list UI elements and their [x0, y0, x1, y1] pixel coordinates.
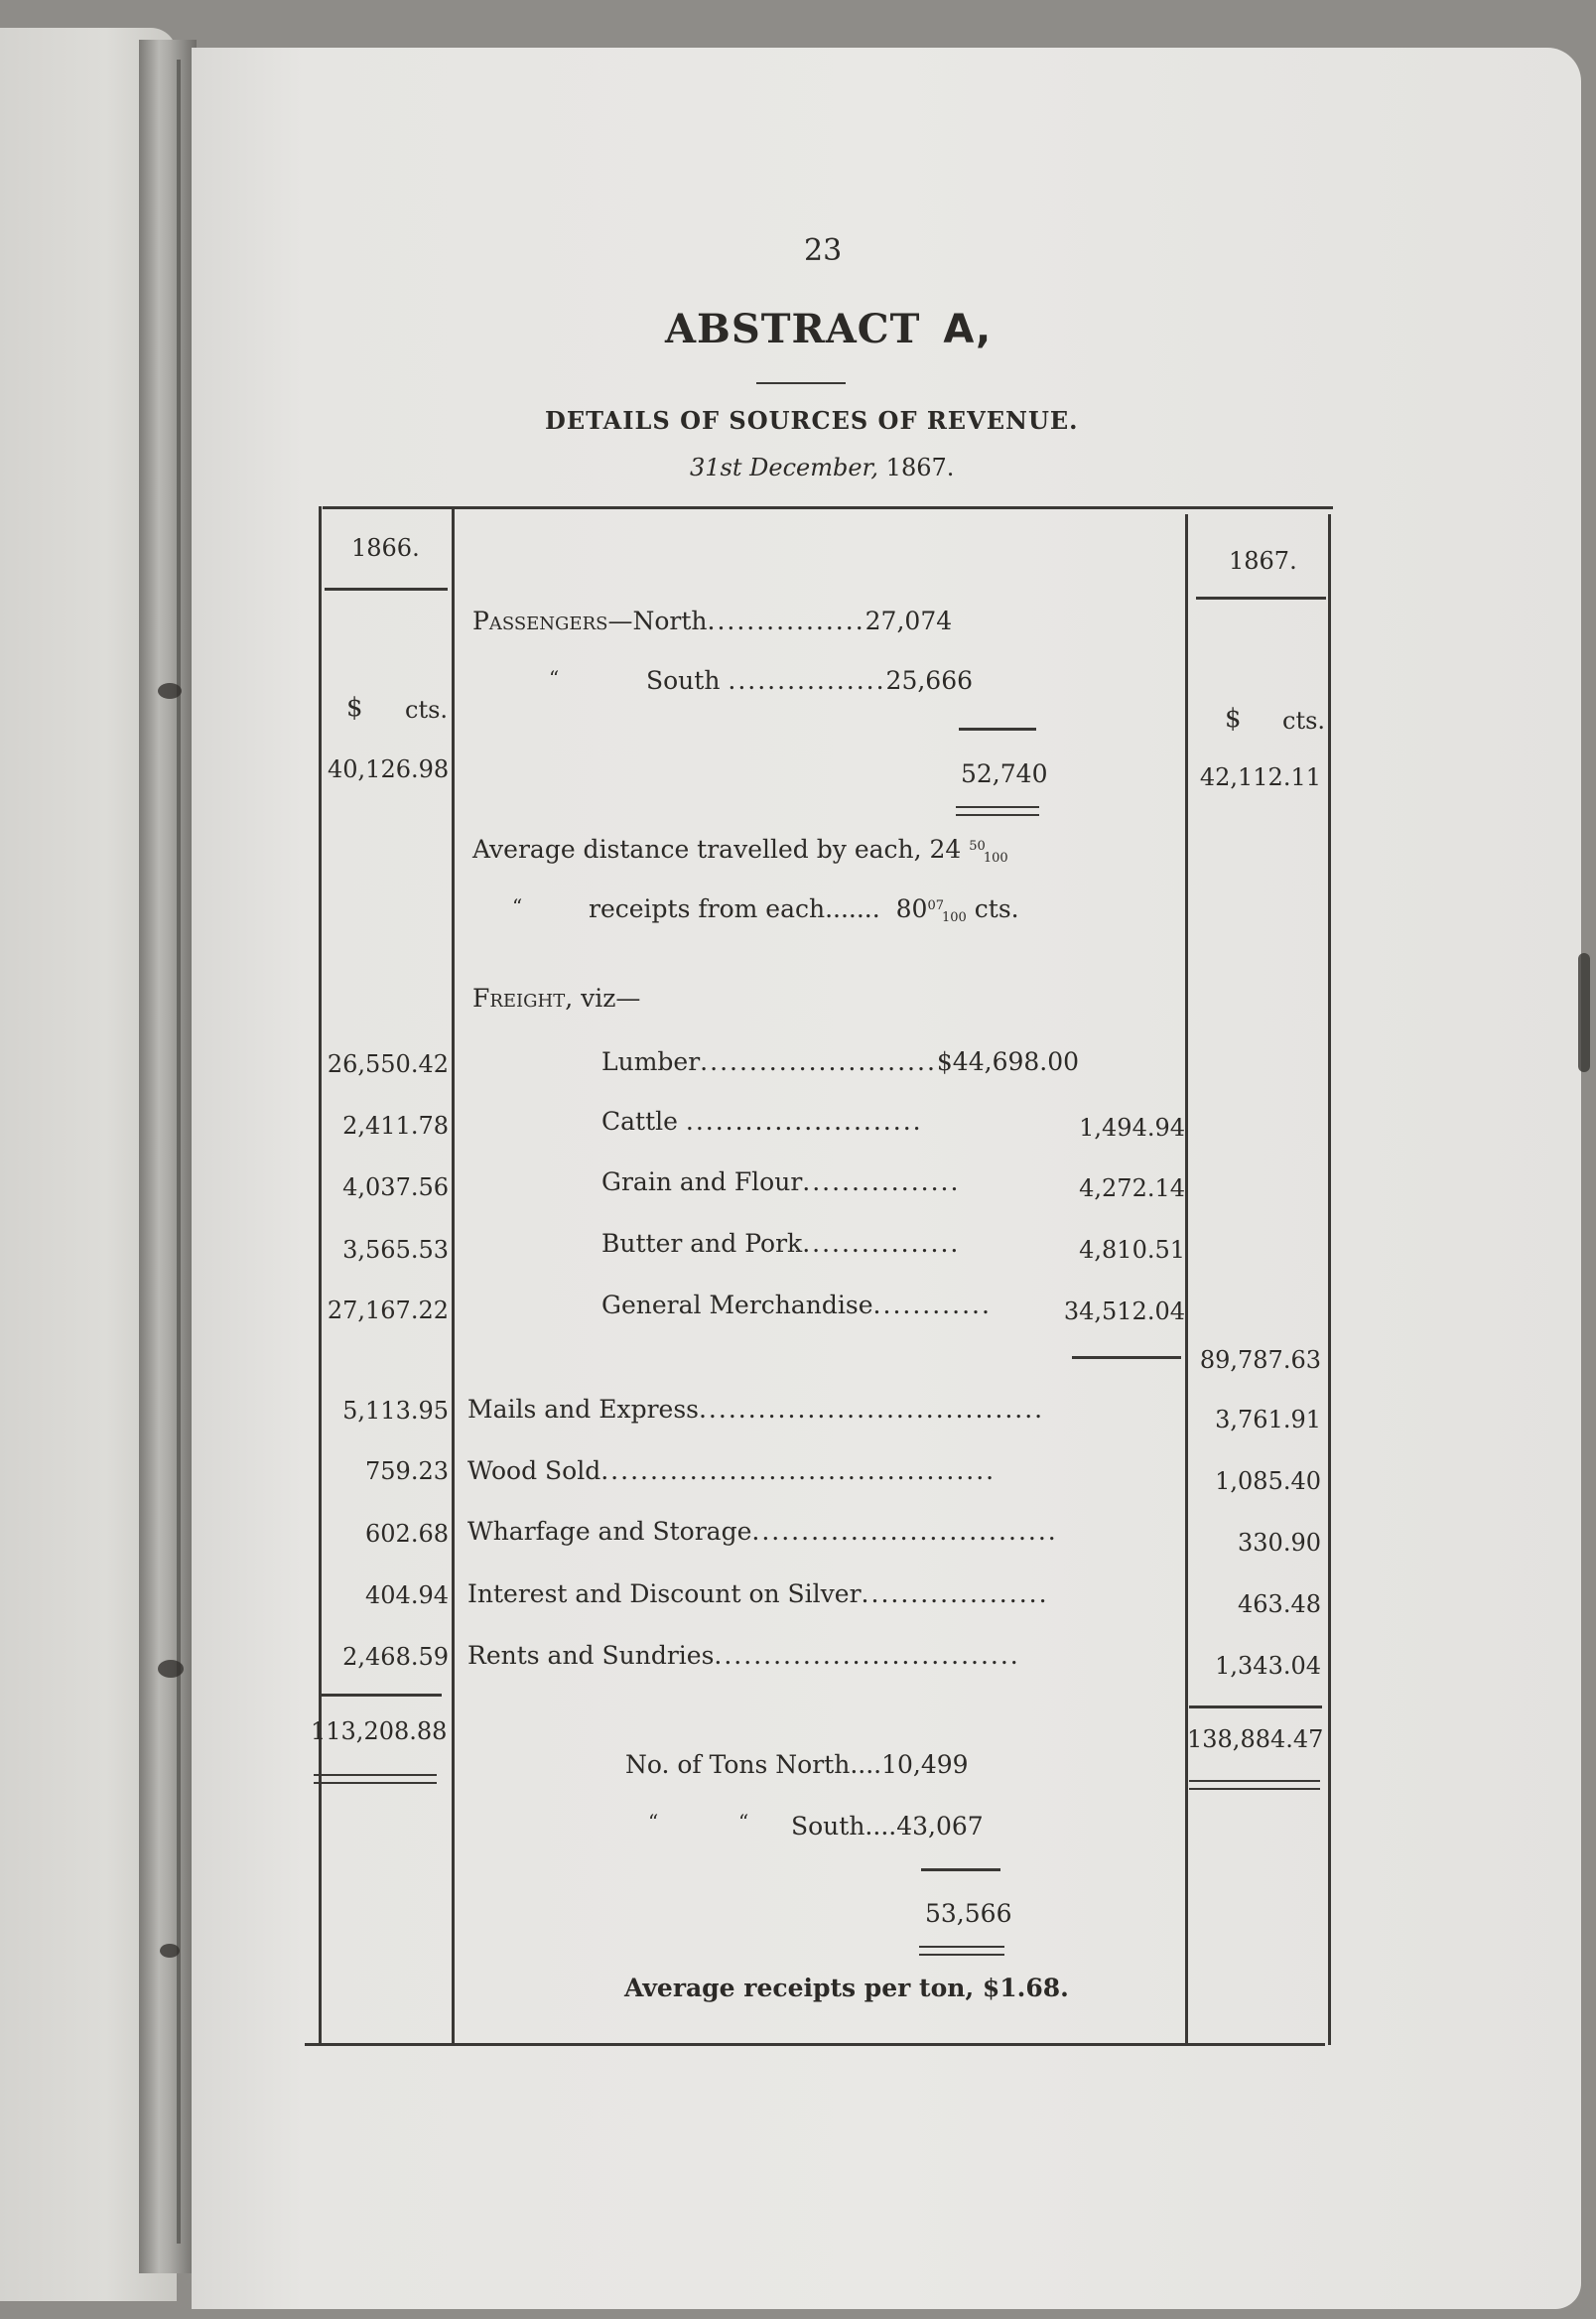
average-receipts-per-ton: Average receipts per ton, $1.68.	[624, 1974, 1069, 2002]
freight-item-name: General Merchandise	[601, 1291, 873, 1319]
source-1867-value: 1,085.40	[1215, 1467, 1321, 1495]
table-top-rule	[323, 506, 1333, 509]
passengers-1866-amount: 40,126.98	[328, 755, 450, 783]
total-1866-double-rule	[314, 1774, 437, 1776]
currency-1866: $	[346, 693, 363, 723]
passengers-sum-rule	[959, 728, 1036, 731]
average-distance-fraction-num: 50	[969, 839, 986, 854]
source-1867-value: 330.90	[1238, 1529, 1321, 1557]
col-1866-divider	[452, 506, 455, 2045]
binding-hole	[158, 1660, 184, 1678]
leader-dots: ........................................	[600, 1456, 997, 1485]
receipts-fraction-num: 07	[927, 898, 945, 913]
freight-item-row	[601, 1231, 960, 1256]
leader-dots: ........................	[685, 1107, 923, 1136]
ditto-mark: “	[738, 1810, 749, 1834]
grand-total-1866: 113,208.88	[311, 1717, 448, 1745]
freight-item-row	[601, 1109, 923, 1134]
binding-hole	[160, 1944, 180, 1958]
source-label: Interest and Discount on Silver	[467, 1579, 862, 1608]
freight-1866-value: 27,167.22	[327, 1296, 449, 1324]
source-1866-value: 602.68	[365, 1520, 449, 1548]
receipts-whole: 80	[895, 894, 928, 923]
leader-dots: ................	[728, 666, 886, 695]
south-label: South	[646, 666, 721, 695]
freight-suffix: , viz—	[565, 984, 641, 1013]
leader-dots: ................	[707, 607, 865, 635]
tons-total-double-rule	[919, 1946, 1004, 1948]
source-1867-value: 3,761.91	[1215, 1406, 1321, 1433]
source-row	[467, 1458, 996, 1483]
freight-item-name: Butter and Pork	[601, 1229, 803, 1258]
date-ordinal: 31st	[690, 454, 742, 481]
source-1866-value: 2,468.59	[342, 1643, 449, 1671]
freight-item-row	[601, 1293, 992, 1317]
tons-north-label: No. of Tons North....	[625, 1750, 882, 1779]
south-passengers-value: 25,666	[885, 666, 974, 695]
tons-south-row	[791, 1814, 984, 1839]
freight-item-value: 34,512.04	[1063, 1297, 1185, 1325]
abstract-title-word: ABSTRACT	[665, 306, 921, 352]
grand-total-1867: 138,884.47	[1187, 1725, 1324, 1753]
total-1867-double-rule	[1189, 1788, 1320, 1790]
freight-item-name: Grain and Flour	[601, 1167, 803, 1196]
freight-heading	[472, 986, 640, 1011]
binding-hole	[158, 683, 182, 699]
tons-total: 53,566	[925, 1899, 1012, 1928]
total-1866-double-rule	[314, 1782, 437, 1784]
freight-item-row	[601, 1169, 960, 1194]
source-1866-value: 404.94	[365, 1581, 449, 1609]
freight-item-value: $44,698.00	[936, 1047, 1080, 1076]
leader-dots: ............	[872, 1291, 992, 1319]
ditto-mark: “	[512, 894, 523, 918]
source-label: Mails and Express	[467, 1395, 699, 1424]
table-left-rule	[319, 506, 322, 2045]
binding-gutter	[139, 40, 197, 2273]
source-1867-value: 1,343.04	[1215, 1652, 1321, 1680]
spine-edge	[177, 60, 181, 2244]
page-edge	[1578, 953, 1590, 1072]
abstract-title	[665, 306, 993, 352]
total-1867-rule	[1189, 1705, 1322, 1708]
source-1867-value: 463.48	[1238, 1590, 1321, 1618]
date-year: 1867.	[885, 454, 955, 481]
freight-item-value: 4,810.51	[1079, 1236, 1185, 1264]
passengers-total-double-rule	[956, 814, 1039, 816]
average-distance-fraction-den: 100	[983, 851, 1008, 866]
leader-dots: ................	[802, 1229, 961, 1258]
source-label: Wood Sold	[467, 1456, 601, 1485]
freight-sum-rule	[1072, 1356, 1181, 1359]
cents-1867: cts.	[1282, 707, 1326, 735]
header-1866-rule	[325, 588, 448, 591]
source-row	[467, 1581, 1049, 1606]
freight-1866-value: 4,037.56	[342, 1173, 449, 1201]
receipts-per-passenger-row	[589, 896, 1019, 924]
freight-item-name: Cattle	[601, 1107, 678, 1136]
ditto-mark: “	[549, 666, 560, 690]
source-row	[467, 1643, 1020, 1668]
tons-total-double-rule	[919, 1954, 1004, 1956]
north-passengers-value: 27,074	[864, 607, 953, 635]
passengers-north-row	[472, 609, 952, 633]
abstract-title-letter: A,	[943, 307, 993, 352]
passengers-south-row	[646, 668, 973, 693]
tons-north-value: 10,499	[881, 1750, 969, 1779]
leader-dots: ...............................	[751, 1517, 1058, 1546]
freight-1866-value: 2,411.78	[342, 1112, 449, 1140]
source-label: Wharfage and Storage	[467, 1517, 752, 1546]
passengers-total: 52,740	[961, 759, 1048, 788]
source-1866-value: 5,113.95	[342, 1397, 449, 1425]
average-distance-row	[472, 837, 1008, 865]
freight-total-1867: 89,787.63	[1199, 1346, 1321, 1374]
subtitle: DETAILS OF SOURCES OF REVENUE.	[545, 406, 1079, 435]
ditto-mark: “	[648, 1810, 659, 1834]
leader-dots: ........................	[700, 1047, 937, 1076]
passengers-1867-amount: 42,112.11	[1199, 763, 1321, 791]
report-date	[690, 456, 954, 479]
tons-south-label: South....	[791, 1812, 897, 1841]
freight-1866-value: 3,565.53	[342, 1236, 449, 1264]
tons-sum-rule	[921, 1868, 1000, 1871]
table-bottom-rule	[305, 2043, 1325, 2046]
freight-1866-value: 26,550.42	[327, 1050, 449, 1078]
year-1867-header: 1867.	[1229, 547, 1297, 575]
leader-dots: ...................................	[698, 1395, 1045, 1424]
currency-1867: $	[1225, 704, 1242, 734]
title-underline	[756, 382, 846, 384]
leader-dots: ................	[802, 1167, 961, 1196]
freight-item-value: 4,272.14	[1079, 1174, 1185, 1202]
receipts-fraction-den: 100	[942, 910, 967, 925]
freight-item-value: 1,494.94	[1079, 1114, 1185, 1142]
leader-dots: ...............................	[714, 1641, 1020, 1670]
total-1866-rule	[320, 1694, 442, 1697]
source-row	[467, 1397, 1044, 1422]
average-distance-label: Average distance travelled by each, 24	[472, 835, 962, 864]
freight-item-name: Lumber	[601, 1047, 701, 1076]
north-label: —North	[607, 607, 708, 635]
freight-item-row	[601, 1049, 1079, 1074]
receipts-unit: cts.	[974, 894, 1019, 923]
freight-label: Freight	[472, 984, 566, 1013]
header-1867-rule	[1196, 597, 1326, 600]
passengers-label: Passengers	[472, 607, 608, 635]
source-1866-value: 759.23	[365, 1457, 449, 1485]
receipts-label: receipts from each.......	[589, 894, 880, 923]
leader-dots: ...................	[861, 1579, 1049, 1608]
year-1866-header: 1866.	[351, 534, 420, 562]
date-month: December,	[749, 454, 879, 481]
source-label: Rents and Sundries	[467, 1641, 715, 1670]
page-number: 23	[804, 233, 843, 268]
table-right-rule	[1328, 514, 1331, 2045]
total-1867-double-rule	[1189, 1780, 1320, 1782]
tons-north-row	[625, 1752, 969, 1777]
passengers-total-double-rule	[956, 806, 1039, 808]
source-row	[467, 1519, 1058, 1544]
tons-south-value: 43,067	[896, 1812, 984, 1841]
cents-1866: cts.	[405, 696, 449, 724]
col-1867-divider	[1185, 514, 1188, 2045]
